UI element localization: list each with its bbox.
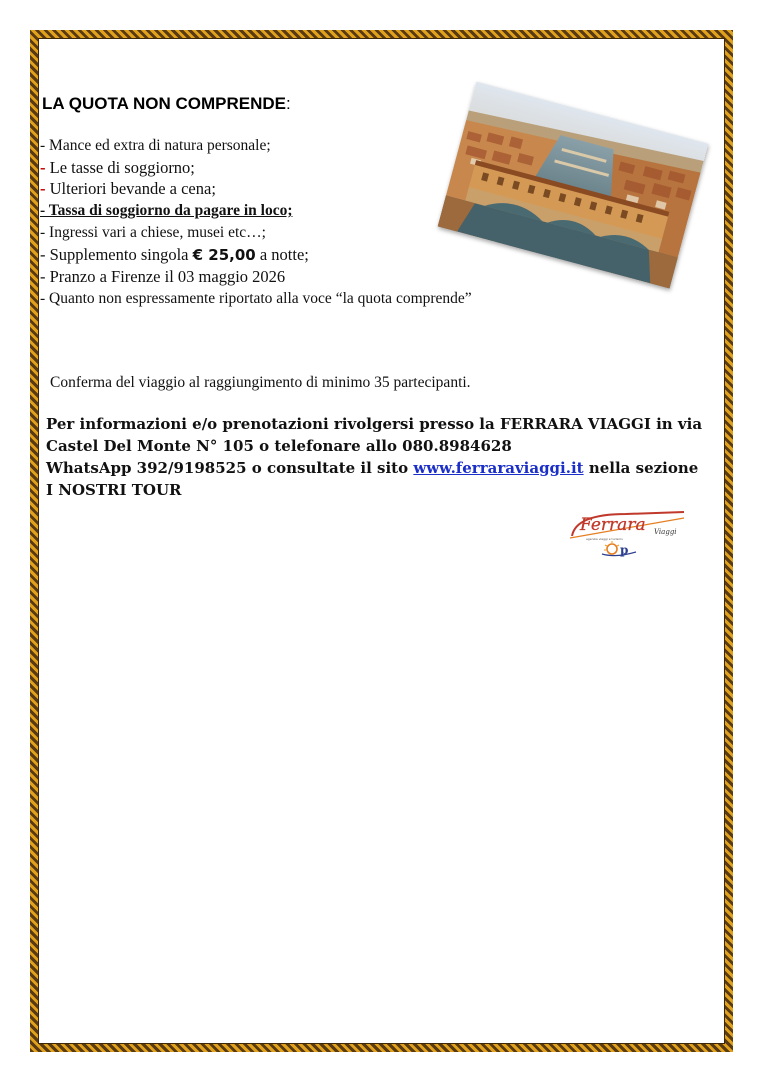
svg-text:agenzia viaggi e turismo: agenzia viaggi e turismo bbox=[586, 537, 623, 541]
contact-text: nella sezione bbox=[583, 459, 699, 477]
heading-text: LA QUOTA NON COMPRENDE bbox=[42, 94, 286, 113]
list-item: - Pranzo a Firenze il 03 maggio 2026 bbox=[40, 267, 286, 287]
list-item-text: Ulteriori bevande a cena; bbox=[49, 179, 216, 199]
list-item: - Mance ed extra di natura personale; bbox=[40, 137, 271, 154]
confirmation-note: Conferma del viaggio al raggiungimento di minimo 35 partecipanti. bbox=[50, 374, 471, 391]
list-dash: - bbox=[40, 179, 50, 199]
ferrara-viaggi-logo bbox=[566, 508, 690, 560]
list-item-text: a notte; bbox=[255, 244, 309, 264]
list-item-text: - Supplemento singola bbox=[40, 244, 193, 264]
contact-line: Per informazioni e/o prenotazioni rivolgersi presso la FERRARA VIAGGI in via bbox=[46, 415, 703, 433]
svg-text:p: p bbox=[620, 543, 629, 557]
contact-info bbox=[46, 413, 711, 501]
list-item: - Quanto non espressamente riportato alla voce “la quota comprende” bbox=[40, 289, 472, 307]
svg-text:Ferrara: Ferrara bbox=[580, 515, 646, 535]
contact-line bbox=[46, 457, 711, 479]
logo-graphic bbox=[566, 508, 690, 560]
contact-line: Castel Del Monte N° 105 o telefonare allo 080.8984628 bbox=[46, 437, 512, 455]
list-item-text: Le tasse di soggiorno; bbox=[49, 157, 195, 177]
heading-colon: : bbox=[285, 94, 291, 113]
section-heading bbox=[42, 94, 291, 114]
contact-line: I NOSTRI TOUR bbox=[46, 481, 182, 499]
list-item: - Ingressi vari a chiese, musei etc…; bbox=[40, 223, 266, 241]
svg-text:Viaggi: Viaggi bbox=[654, 528, 677, 536]
price: € 25,00 bbox=[192, 245, 256, 264]
contact-text: WhatsApp 392/9198525 o consultate il sito bbox=[46, 459, 414, 477]
list-item-highlight: - Tassa di soggiorno da pagare in loco; bbox=[40, 202, 293, 220]
list-dash: - bbox=[40, 157, 50, 177]
website-link[interactable]: www.ferraraviaggi.it bbox=[413, 459, 584, 477]
